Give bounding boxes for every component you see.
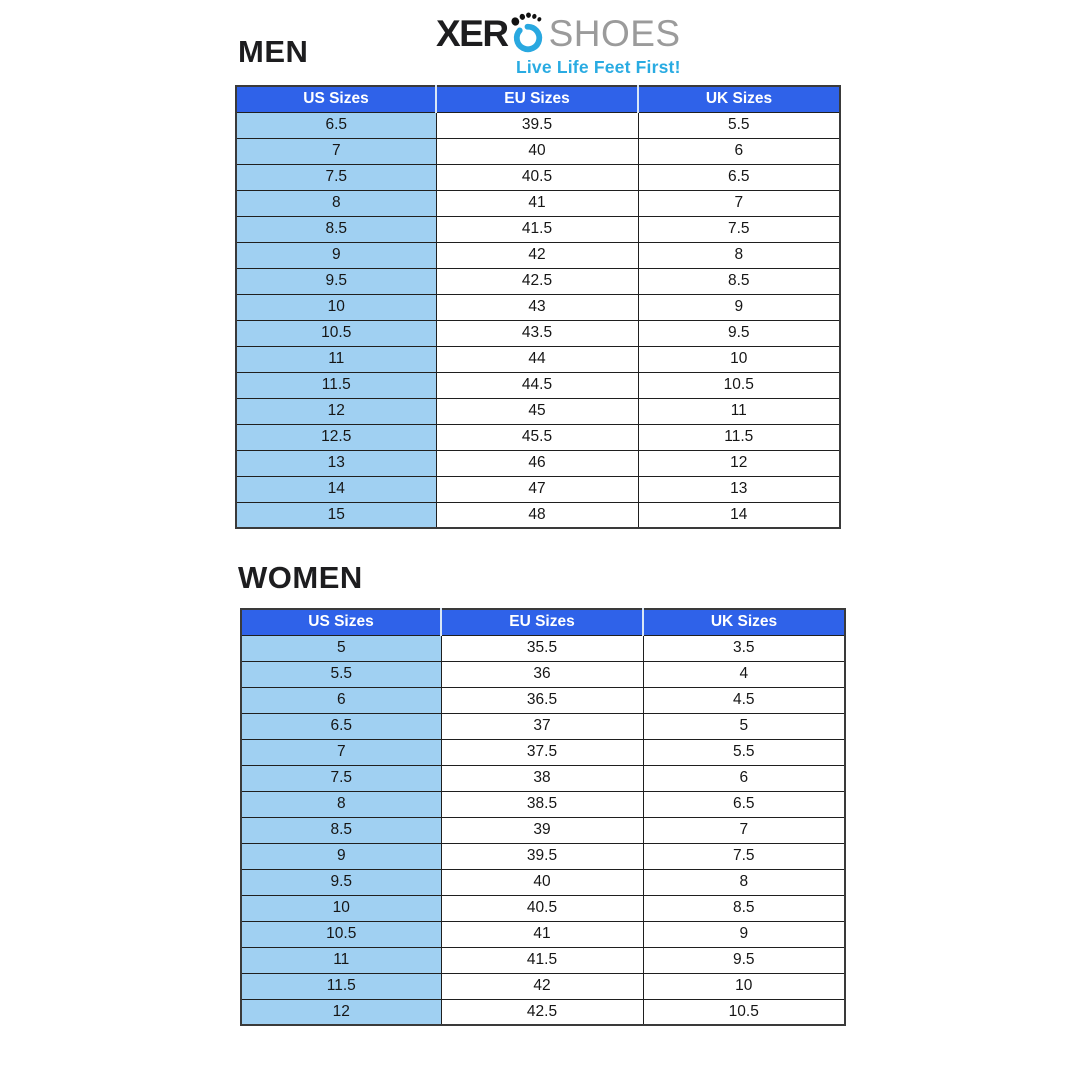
men-section-title: MEN — [238, 34, 309, 69]
size-cell: 9 — [241, 843, 441, 869]
size-cell: 7.5 — [241, 765, 441, 791]
size-cell: 37.5 — [441, 739, 643, 765]
size-cell: 10 — [241, 895, 441, 921]
table-row — [236, 294, 840, 320]
size-cell: 8 — [643, 869, 845, 895]
table-row — [241, 843, 845, 869]
size-cell: 42 — [436, 242, 638, 268]
size-cell: 41 — [436, 190, 638, 216]
size-cell: 7 — [643, 817, 845, 843]
size-cell: 39.5 — [436, 112, 638, 138]
size-cell: 13 — [236, 450, 436, 476]
size-cell: 6 — [643, 765, 845, 791]
size-cell: 4 — [643, 661, 845, 687]
size-cell: 10.5 — [241, 921, 441, 947]
size-cell: 39 — [441, 817, 643, 843]
footprint-o-icon — [508, 10, 548, 56]
table-row — [236, 320, 840, 346]
size-cell: 5.5 — [241, 661, 441, 687]
table-row — [236, 164, 840, 190]
size-cell: 9.5 — [236, 268, 436, 294]
table-row — [241, 687, 845, 713]
men-table-header — [236, 86, 840, 112]
size-cell: 5 — [643, 713, 845, 739]
size-cell: 39.5 — [441, 843, 643, 869]
table-row — [236, 502, 840, 528]
size-cell: 12 — [638, 450, 840, 476]
size-cell: 41.5 — [436, 216, 638, 242]
table-row — [236, 424, 840, 450]
size-cell: 11 — [241, 947, 441, 973]
size-cell: 12 — [236, 398, 436, 424]
size-cell: 7.5 — [643, 843, 845, 869]
size-cell: 44.5 — [436, 372, 638, 398]
size-cell: 8.5 — [643, 895, 845, 921]
table-row — [236, 138, 840, 164]
size-cell: 13 — [638, 476, 840, 502]
size-cell: 43 — [436, 294, 638, 320]
size-cell: 42.5 — [441, 999, 643, 1025]
men-size-table — [235, 85, 841, 529]
size-cell: 43.5 — [436, 320, 638, 346]
size-cell: 6.5 — [638, 164, 840, 190]
size-cell: 8 — [638, 242, 840, 268]
size-cell: 6 — [241, 687, 441, 713]
size-cell: 41.5 — [441, 947, 643, 973]
size-cell: 6.5 — [236, 112, 436, 138]
size-cell: 9.5 — [643, 947, 845, 973]
table-row — [236, 190, 840, 216]
table-row — [241, 973, 845, 999]
size-cell: 8.5 — [236, 216, 436, 242]
table-row — [236, 372, 840, 398]
size-cell: 8.5 — [638, 268, 840, 294]
size-cell: 41 — [441, 921, 643, 947]
table-row — [236, 242, 840, 268]
size-cell: 37 — [441, 713, 643, 739]
table-row — [241, 765, 845, 791]
size-cell: 12 — [241, 999, 441, 1025]
size-cell: 15 — [236, 502, 436, 528]
size-cell: 45 — [436, 398, 638, 424]
table-row — [236, 398, 840, 424]
size-cell: 9 — [638, 294, 840, 320]
table-row — [236, 268, 840, 294]
table-row — [241, 713, 845, 739]
table-row — [241, 869, 845, 895]
size-cell: 14 — [236, 476, 436, 502]
size-cell: 10.5 — [236, 320, 436, 346]
size-cell: 8 — [241, 791, 441, 817]
table-row — [236, 216, 840, 242]
size-cell: 12.5 — [236, 424, 436, 450]
size-cell: 40.5 — [436, 164, 638, 190]
size-cell: 46 — [436, 450, 638, 476]
table-row — [241, 921, 845, 947]
size-cell: 47 — [436, 476, 638, 502]
table-row — [236, 476, 840, 502]
size-cell: 11 — [236, 346, 436, 372]
column-header-uk: UK Sizes — [638, 86, 840, 112]
size-cell: 35.5 — [441, 635, 643, 661]
table-row — [241, 999, 845, 1025]
size-cell: 9.5 — [241, 869, 441, 895]
size-cell: 7 — [241, 739, 441, 765]
size-cell: 5.5 — [643, 739, 845, 765]
size-cell: 7.5 — [638, 216, 840, 242]
table-row — [241, 661, 845, 687]
size-cell: 48 — [436, 502, 638, 528]
brand-shoes-text: SHOES — [548, 12, 681, 54]
table-row — [236, 346, 840, 372]
size-cell: 7 — [638, 190, 840, 216]
header-row — [241, 609, 845, 635]
size-cell: 9.5 — [638, 320, 840, 346]
size-cell: 36 — [441, 661, 643, 687]
size-cell: 44 — [436, 346, 638, 372]
size-cell: 14 — [638, 502, 840, 528]
table-row — [241, 635, 845, 661]
size-cell: 11.5 — [638, 424, 840, 450]
brand-xer-text: XER — [436, 12, 508, 54]
size-cell: 38 — [441, 765, 643, 791]
header-row — [236, 86, 840, 112]
size-cell: 36.5 — [441, 687, 643, 713]
women-section-title: WOMEN — [238, 560, 363, 595]
men-table-body — [236, 112, 840, 528]
table-row — [236, 450, 840, 476]
size-cell: 40 — [441, 869, 643, 895]
brand-logo — [436, 10, 681, 78]
brand-tagline: Live Life Feet First! — [515, 57, 681, 77]
column-header-eu: EU Sizes — [436, 86, 638, 112]
table-row — [236, 112, 840, 138]
column-header-us: US Sizes — [236, 86, 436, 112]
brand-wordmark — [436, 10, 681, 56]
size-cell: 11.5 — [241, 973, 441, 999]
size-cell: 7 — [236, 138, 436, 164]
size-cell: 11 — [638, 398, 840, 424]
size-cell: 10.5 — [643, 999, 845, 1025]
size-cell: 6 — [638, 138, 840, 164]
size-cell: 6.5 — [643, 791, 845, 817]
size-cell: 42 — [441, 973, 643, 999]
size-cell: 38.5 — [441, 791, 643, 817]
size-cell: 6.5 — [241, 713, 441, 739]
size-cell: 10.5 — [638, 372, 840, 398]
size-cell: 3.5 — [643, 635, 845, 661]
size-cell: 5 — [241, 635, 441, 661]
women-table-body — [241, 635, 845, 1025]
table-row — [241, 947, 845, 973]
size-cell: 40 — [436, 138, 638, 164]
size-cell: 9 — [643, 921, 845, 947]
size-cell: 8.5 — [241, 817, 441, 843]
size-cell: 45.5 — [436, 424, 638, 450]
table-row — [241, 895, 845, 921]
size-cell: 4.5 — [643, 687, 845, 713]
size-cell: 7.5 — [236, 164, 436, 190]
size-cell: 10 — [643, 973, 845, 999]
size-cell: 9 — [236, 242, 436, 268]
size-cell: 40.5 — [441, 895, 643, 921]
table-row — [241, 791, 845, 817]
women-table-header — [241, 609, 845, 635]
size-cell: 10 — [638, 346, 840, 372]
size-cell: 8 — [236, 190, 436, 216]
size-cell: 11.5 — [236, 372, 436, 398]
size-cell: 10 — [236, 294, 436, 320]
column-header-us: US Sizes — [241, 609, 441, 635]
table-row — [241, 817, 845, 843]
size-cell: 42.5 — [436, 268, 638, 294]
column-header-uk: UK Sizes — [643, 609, 845, 635]
table-row — [241, 739, 845, 765]
column-header-eu: EU Sizes — [441, 609, 643, 635]
size-cell: 5.5 — [638, 112, 840, 138]
women-size-table — [240, 608, 846, 1026]
